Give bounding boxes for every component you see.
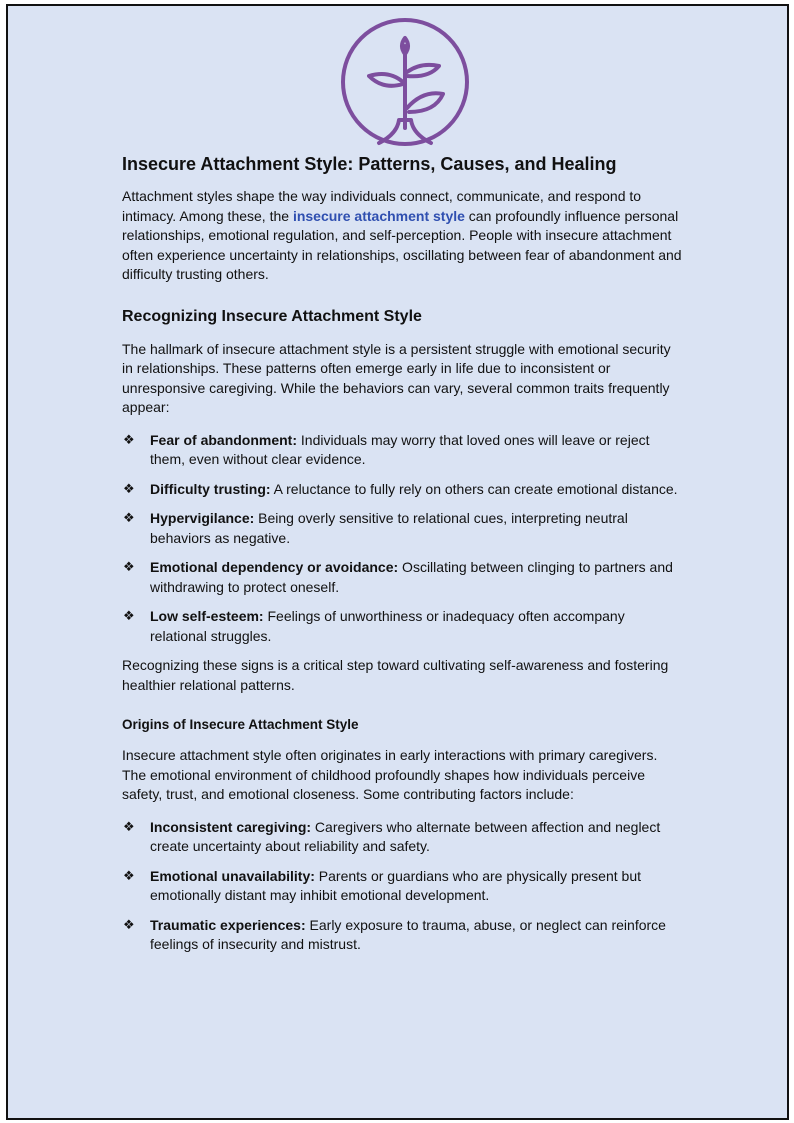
list-item-term: Emotional unavailability:: [150, 867, 315, 884]
list-item: [122, 916, 682, 955]
diamond-bullet-icon: ❖: [123, 609, 135, 624]
factors-list: [122, 818, 682, 955]
list-item-text: Early exposure to trauma, abuse, or neglect can reinforce feelings of insecurity and mistrust.: [150, 916, 666, 952]
list-item: [122, 431, 682, 470]
list-item: [122, 607, 682, 646]
list-item-text: Individuals may worry that loved ones will leave or reject them, even without clear evidence.: [150, 431, 650, 467]
list-item-text: Feelings of unworthiness or inadequacy often accompany relational struggles.: [150, 608, 625, 644]
list-item-text: Being overly sensitive to relational cues, interpreting neutral behaviors as negative.: [150, 510, 628, 546]
diamond-bullet-icon: ❖: [123, 917, 135, 933]
list-item-text: A reluctance to fully rely on others can create emotional distance.: [270, 480, 678, 497]
list-item: [122, 480, 682, 500]
section-paragraph: Insecure attachment style often originates in early interactions with primary caregivers. The emotional environment of childhood profoundly shapes how individuals perceive safety, trust, and emotional closeness. Some contributing factors include:: [122, 747, 658, 802]
list-item-term: Emotional dependency or avoidance:: [150, 559, 399, 575]
plant-sprout-icon: [339, 16, 471, 148]
insecure-attachment-link[interactable]: insecure attachment style: [292, 207, 465, 224]
section-heading-recognizing: Recognizing Insecure Attachment Style: [122, 307, 422, 325]
list-item: [122, 558, 682, 597]
list-item-term: Low self-esteem:: [150, 608, 264, 624]
diamond-bullet-icon: ❖: [123, 432, 135, 448]
section-closing-paragraph: Recognizing these signs is a critical step toward cultivating self-awareness and fostering healthier relational patterns.: [122, 657, 669, 693]
section-heading-origins: Origins of Insecure Attachment Style: [122, 717, 359, 732]
traits-list: [122, 431, 682, 647]
page-title: Insecure Attachment Style: Patterns, Causes, and Healing: [122, 154, 617, 174]
list-item-term: Difficulty trusting:: [150, 480, 271, 497]
diamond-bullet-icon: ❖: [123, 560, 135, 575]
list-item: [122, 509, 682, 548]
intro-paragraph: [122, 187, 682, 285]
document-page: [6, 4, 789, 1120]
list-item: [122, 818, 682, 857]
list-item-term: Traumatic experiences:: [150, 916, 306, 933]
list-item-text: Oscillating between clinging to partners and withdrawing to protect oneself.: [150, 559, 673, 595]
list-item: [122, 867, 682, 906]
section-paragraph: The hallmark of insecure attachment style is a persistent struggle with emotional security in relationships. These patterns often emerge early in life due to inconsistent or unresponsive caregiving. While the behaviors can vary, several common traits frequently appear:: [122, 340, 671, 415]
diamond-bullet-icon: ❖: [123, 819, 135, 835]
intro-text-end: can profoundly influence personal relationships, emotional regulation, and self-perception. People with insecure attachment often experience uncertainty in relationships, oscillating between fear of abandonment and difficulty trusting others.: [122, 207, 682, 282]
diamond-bullet-icon: ❖: [123, 481, 135, 497]
list-item-term: Fear of abandonment:: [150, 431, 298, 448]
diamond-bullet-icon: ❖: [123, 511, 135, 526]
diamond-bullet-icon: ❖: [123, 868, 135, 884]
list-item-term: Hypervigilance:: [150, 510, 255, 526]
article-body: [122, 148, 682, 965]
intro-text-start: Attachment styles shape the way individuals connect, communicate, and respond to intimacy. Among these, the: [122, 188, 642, 224]
list-item-text: Caregivers who alternate between affection and neglect create uncertainty about reliability and safety.: [150, 818, 661, 854]
list-item-text: Parents or guardians who are physically present but emotionally distant may inhibit emotional development.: [150, 867, 641, 903]
list-item-term: Inconsistent caregiving:: [150, 818, 312, 835]
